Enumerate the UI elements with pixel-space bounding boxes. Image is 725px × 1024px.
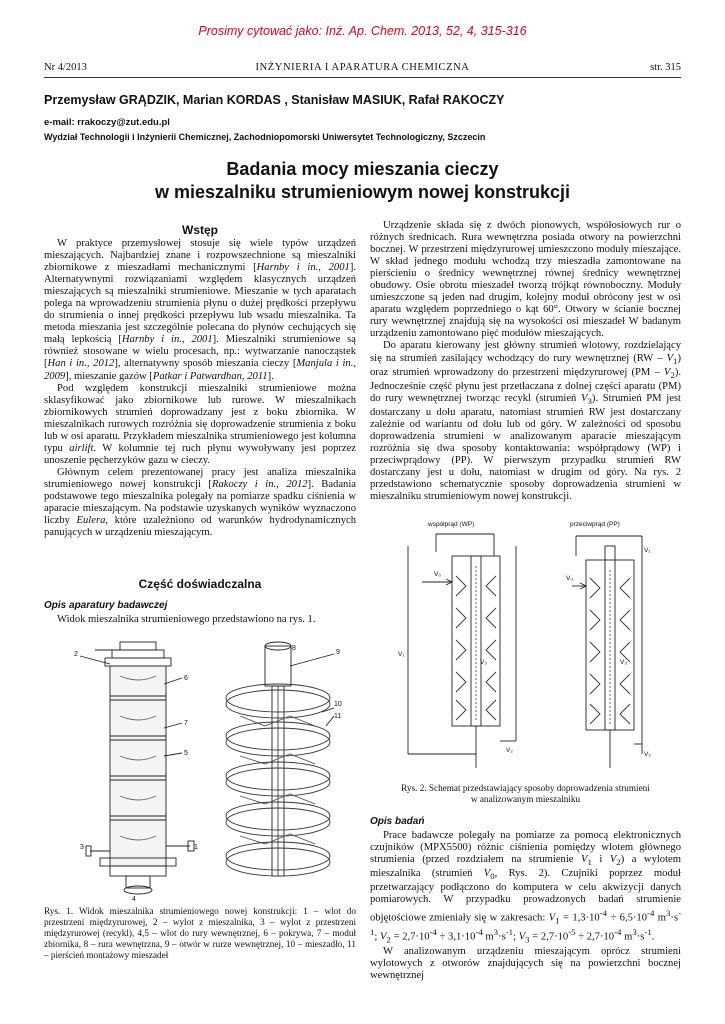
issue-number: Nr 4/2013 [44,62,87,73]
fig1-label-10: 10 [334,701,342,708]
fig2-label-cocurrent: współprąd (WP) [428,521,475,528]
method-text [370,830,681,982]
paragraph: Do aparatu kierowany jest główny strumień wlotowy, rozdzielający się na strumień zasilający wchodzący do rury wewnętrznej $(RW - V_1)$ oraz strumień wprowadzony do przestrzeni międzyrurowej $(PM - V_2)$. Jednocześnie część płynu jest przetłaczana z dolnej części aparatu (PM) do rury wewnętrznej tworząc recykl (strumień $V_3$). Strumień PM jest dostarczany u dołu aparatu, natomiast strumień RW jest dostarczany zależnie od wariantu od dołu lub od góry. W zależności od sposobu doprowadzenia strumieni w analizowanym aparacie mieszającym rozróżnia się dwa sposoby kontaktowania: współprądowy (WP) i przeciwprądowy (PP). W pierwszym przypadku strumień RW dostarczany jest u dołu, natomiast w drugim od góry. Na rys. 2 przedstawiono schematycznie sposoby doprowadzenia strumieni w mieszalniku strumieniowym nowej konstrukcji. [370,340,681,503]
fig1-label-9: 9 [336,649,340,656]
fig2-symbol-v2-left: V₂ [506,747,513,754]
fig2-symbol-v0-left: V₀ [434,571,442,578]
figure-2-caption [370,783,681,805]
section-heading-intro: Wstęp [182,223,218,237]
title-line-1: Badania mocy mieszania cieczy [226,159,499,179]
fig2-symbol-v1-right: V₁ [644,547,651,554]
fig1-label-5: 5 [184,750,188,757]
fig2-symbol-v1-left: V₁ [398,651,405,658]
paragraph: W analizowanym urządzeniu mieszającym oprócz strumieni wylotowych z otworów znajdujących się na powierzchni bocznej wewnętrznej [370,945,681,981]
fig2-caption-line-1: Rys. 2. Schemat przedstawiający sposoby doprowadzenia strumieni [401,783,650,793]
fig2-symbol-v2-right: V₂ [644,751,651,758]
paragraph: Widok mieszalnika strumieniowego przedstawiono na rys. 1. [57,614,316,625]
fig2-label-countercurrent: przeciwprąd (PP) [570,521,620,528]
figure-1-mixer-drawing [60,636,350,902]
description-text [370,220,681,503]
journal-name: INŻYNIERIA I APARATURA CHEMICZNA [255,62,470,73]
title-line-2: w mieszalniku strumieniowym nowej konstrukcji [154,182,571,202]
paragraph: Głównym celem prezentowanej pracy jest analiza mieszalnika strumieniowego nowej konstrukcji [Rakoczy i in., 2012]. Badania podstawowe tego mieszalnika polegały na pomiarze spadku ciśnienia w aparacie mieszającym. Na podstawie uzyskanych wyników wyznaczono liczby Eulera, które uzależniono od warunków hydrodynamicznych panujących w urządzeniu mieszającym. [44,466,356,539]
paragraph: Urządzenie składa się z dwóch pionowych, współosiowych rur o różnych średnicach. Rura wewnętrzna posiada otwory na powierzchni bocznej. W przestrzeni międzyrurowej umieszczono moduły mieszające. W skład jednego modułu wchodzą trzy mieszadła zamontowane na pierścieniu o średnicy wewnętrznej równej średnicy wewnętrznej obudowy. Osie obrotu mieszadeł tworzą trójkąt równoboczny. Moduły umieszczone są jeden nad drugim, kolejny moduł obrócony jest w osi aparatu względem poprzedniego o kąt 60°. Otwory w ścianie bocznej rury wewnętrznej znajdują się na wysokości osi mieszadeł W badanym urządzeniu zamontowano pięć modułów mieszających. [370,220,681,340]
fig1-label-4: 4 [132,896,136,902]
figure-1-caption: Rys. 1. Widok mieszalnika strumieniowego nowej konstrukcji: 1 – wlot do przestrzeni międzyrurowej, 2 – wylot z mieszalnika, 3 – wylot z przestrzeni międzyrurowej (recykl), 4,5 – wlot do rury wewnętrznej, 6 – pokrywa, 7 – moduł zbiornika, 8 – rura wewnętrzna, 9 – otwór w rurze wewnętrznej, 10 – mieszadło, 11 – pierścień montażowy mieszadeł [44,906,356,960]
figure-2-flow-schematic [392,516,664,778]
paragraph: Pod względem konstrukcji mieszalniki strumieniowe można sklasyfikować jako zbiornikowe lub rurowe. W mieszalnikach zbiornikowych strumień doprowadzany jest z boku zbiornika. W mieszalnikach rurowych rozróżnia się doprowadzenie strumienia z boku lub w osi aparatu. Przykładem mieszalnika strumieniowego jest kolumna typu airlift. W kolumnie tej ruch płynu wywoływany jest poprzez unoszenie pęcherzyków gazu w cieczy. [44,382,356,466]
header-rule [44,77,681,78]
fig1-label-8: 8 [292,645,296,652]
fig2-caption-line-2: w analizowanym mieszalniku [470,794,581,804]
subsection-heading-apparatus: Opis aparatury badawczej [44,600,168,611]
fig2-symbol-v3-left: V₃ [480,659,487,666]
authors: Przemysław GRĄDZIK, Marian KORDAS , Stanisław MASIUK, Rafał RAKOCZY [44,93,505,107]
paragraph: Prace badawcze polegały na pomiarze za pomocą elektronicznych czujników (MPX5500) różnic ciśnienia pomiędzy wlotem głównego strumienia (przed rozdziałem na strumienie $V_1$ i $V_2$) a wylotem mieszalnika (strumień $V_0$, Rys. 2). Czujniki poprzez moduł przetwarzający podłączono do komputera w celu akwizycji danych pomiarowych. W przypadku prowadzonych badań strumienie objętościowe zmieniały się w zakresach: $V_1 = 1,3\cdot 10^{-4} \div 6,5\cdot 10^{-4}$ $m^3\cdot s^{-1}$; $V_2 = 2,7\cdot 10^{-4} \div 3,1\cdot 10^{-4}$ $m^3\cdot s^{-1}$; $V_3 = 2,7\cdot 10^{-5} \div 2,7\cdot 10^{-4}$ $m^3\cdot s^{-1}$. [370,830,682,945]
paper-title [0,158,725,204]
section-heading-experimental: Część doświadczalna [138,577,262,591]
fig2-symbol-v3-right: V₃ [620,659,627,666]
affiliation: Wydział Technologii i Inżynierii Chemicznej, Zachodniopomorski Uniwersytet Technologiczny, Szczecin [44,132,486,142]
intro-text [44,238,356,539]
citation-banner: Prosimy cytować jako: Inż. Ap. Chem. 2013, 52, 4, 315-316 [198,24,527,38]
running-header [44,62,681,76]
apparatus-text [44,614,356,626]
page-number: str. 315 [650,62,681,73]
fig1-label-11: 11 [334,713,342,720]
paragraph: W praktyce przemysłowej stosuje się wiele typów urządzeń mieszających. Najbardziej znane i rozpowszechnione są mieszalniki zbiornikowe z mieszadłami mechanicznymi [Harnby i in., 2001]. Alternatywnymi rozwiązaniami względem klasycznych urządzeń mieszających są mieszalniki strumieniowe. Mieszanie w tych aparatach polega na wprowadzeniu strumienia płynu o dużej prędkości przepływu do strumienia o innej prędkości przepływu lub wsadu mieszalnika. Ta metoda mieszania jest szczególnie polecana do płynów cechujących się małą lepkością [Harnby i in., 2001]. Mieszalniki strumieniowe są również stosowane w wielu procesach, np.: wytwarzanie nanocząstek [Han i in., 2012], alternatywny sposób mieszania cieczy [Manjula i in., 2009], mieszanie gazów [Patkar i Patwardhan, 2011]. [44,238,356,382]
fig1-label-6: 6 [184,675,188,682]
email: e-mail: rrakoczy@zut.edu.pl [44,117,170,128]
fig1-label-1: 1 [194,844,198,851]
fig1-label-7: 7 [184,720,188,727]
subsection-heading-method: Opis badań [370,816,425,827]
fig1-label-3: 3 [80,844,84,851]
fig1-label-2: 2 [74,651,78,658]
fig2-symbol-v0-right: V₀ [566,575,574,582]
